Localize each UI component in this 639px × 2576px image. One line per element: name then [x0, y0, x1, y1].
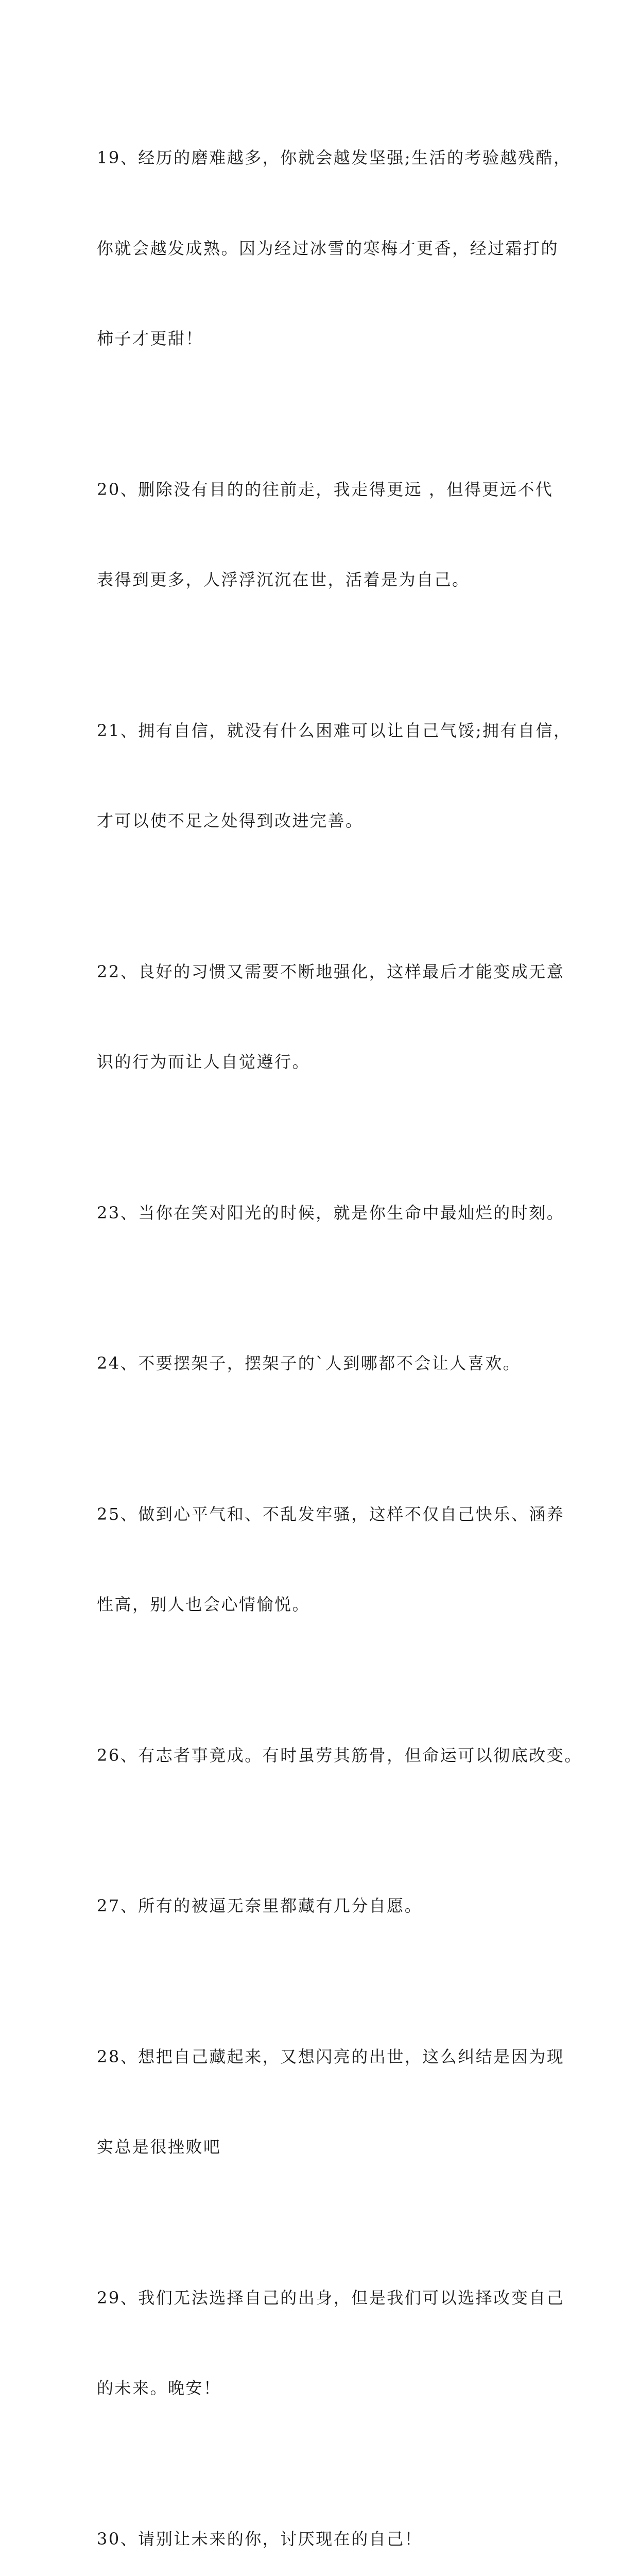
- paragraph-23: [97, 1138, 571, 1289]
- paragraph-21: [97, 655, 571, 896]
- paragraph-22: [97, 896, 571, 1138]
- text-line: 表得到更多，人浮浮沉沉在世，活着是为自己。: [97, 565, 571, 595]
- paragraph-28: [97, 1981, 571, 2223]
- text-line: 实总是很挫败吧: [97, 2132, 571, 2162]
- text-line: 才可以使不足之处得到改进完善。: [97, 806, 571, 836]
- paragraph-25: [97, 1439, 571, 1680]
- paragraph-19: [97, 82, 571, 414]
- text-line: 22、良好的习惯又需要不断地强化，这样最后才能变成无意: [97, 957, 571, 987]
- text-line: 识的行为而让人自觉遵行。: [97, 1047, 571, 1077]
- text-line: 26、有志者事竟成。有时虽劳其筋骨，但命运可以彻底改变。: [97, 1740, 571, 1771]
- text-line: 的未来。晚安！: [97, 2373, 571, 2403]
- text-line: 柿子才更甜！: [97, 324, 571, 354]
- paragraph-30: [97, 2464, 571, 2576]
- paragraph-26: [97, 1680, 571, 1831]
- text-line: 28、想把自己藏起来，又想闪亮的出世，这么纠结是因为现: [97, 2042, 571, 2072]
- text-line: 20、删除没有目的的往前走，我走得更远 ，但得更远不代: [97, 474, 571, 505]
- text-line: 30、请别让未来的你，讨厌现在的自己！: [97, 2524, 571, 2554]
- text-line: 24、不要摆架子，摆架子的`人到哪都不会让人喜欢。: [97, 1348, 571, 1379]
- document-page: [0, 0, 639, 904]
- paragraph-24: [97, 1288, 571, 1439]
- text-line: 29、我们无法选择自己的出身，但是我们可以选择改变自己: [97, 2283, 571, 2313]
- text-line: 19、经历的磨难越多，你就会越发坚强;生活的考验越残酷，: [97, 143, 571, 173]
- paragraph-20: [97, 414, 571, 655]
- paragraph-29: [97, 2223, 571, 2464]
- text-line: 27、所有的被逼无奈里都藏有几分自愿。: [97, 1891, 571, 1921]
- text-line: 25、做到心平气和、不乱发牢骚，这样不仅自己快乐、涵养: [97, 1499, 571, 1530]
- text-line: 性高，别人也会心情愉悦。: [97, 1589, 571, 1620]
- paragraph-27: [97, 1831, 571, 1981]
- text-line: 你就会越发成熟。因为经过冰雪的寒梅才更香，经过霜打的: [97, 233, 571, 264]
- document-body: [97, 82, 571, 2576]
- text-line: 23、当你在笑对阳光的时候，就是你生命中最灿烂的时刻。: [97, 1198, 571, 1228]
- text-line: 21、拥有自信，就没有什么困难可以让自己气馁;拥有自信，: [97, 716, 571, 746]
